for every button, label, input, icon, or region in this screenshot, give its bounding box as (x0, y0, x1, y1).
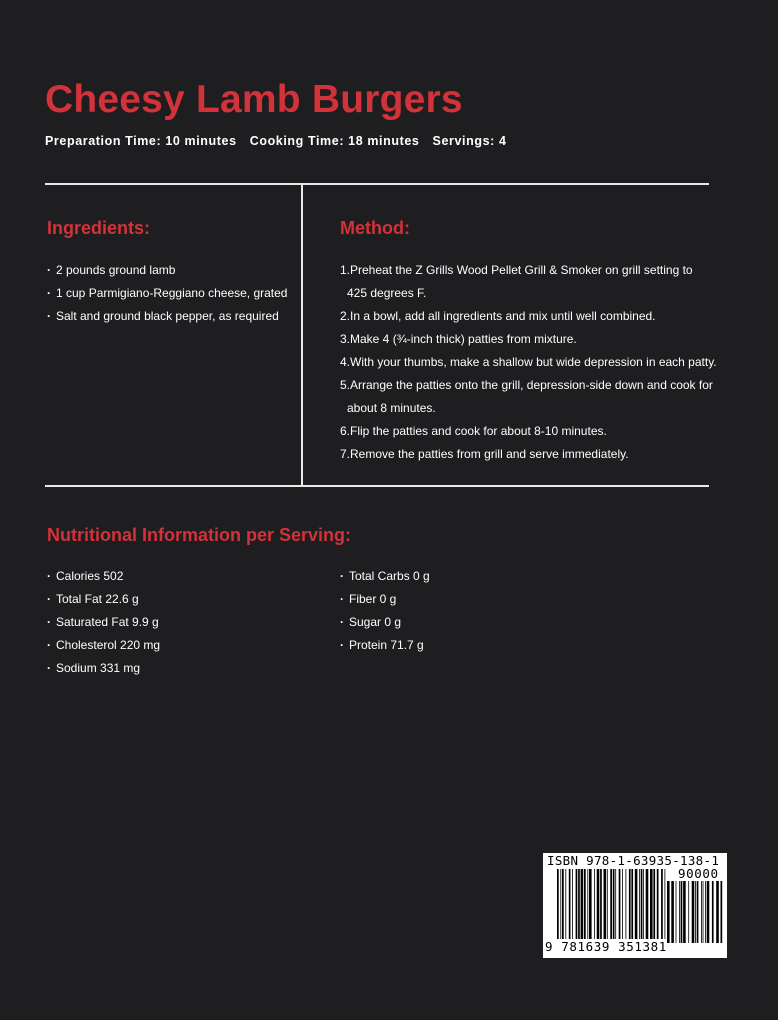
recipe-title: Cheesy Lamb Burgers (45, 78, 463, 121)
price-code: 90000 (678, 866, 719, 881)
isbn-number: ISBN 978-1-63935-138-1 (547, 853, 720, 868)
ingredients-heading: Ingredients: (47, 218, 151, 238)
method-step: 2.In a bowl, add all ingredients and mix until well combined. (340, 309, 656, 323)
method-step: 6.Flip the patties and cook for about 8-10 minutes. (340, 424, 607, 438)
nutrition-heading: Nutritional Information per Serving: (47, 525, 352, 545)
nutrition-item: · Saturated Fat 9.9 g (47, 615, 159, 629)
method-step: 1.Preheat the Z Grills Wood Pellet Grill & Smoker on grill setting to 425 degrees F. (340, 263, 693, 300)
price-barcode-bars-icon (667, 881, 723, 943)
nutrition-list-right (340, 568, 430, 660)
isbn-barcode (543, 853, 727, 958)
recipe-meta (45, 134, 516, 148)
servings: Servings: 4 (432, 134, 507, 148)
prep-time: Preparation Time: 10 minutes (45, 134, 237, 148)
bottom-divider (45, 485, 709, 487)
nutrition-item: · Fiber 0 g (340, 592, 397, 606)
method-step: 7.Remove the patties from grill and serve immediately. (340, 447, 629, 461)
ean-number: 9 781639 351381 (545, 939, 667, 954)
method-steps (340, 262, 730, 469)
column-divider (301, 183, 303, 486)
top-divider (45, 183, 709, 185)
method-heading: Method: (340, 218, 410, 238)
method-step: 5.Arrange the patties onto the grill, depression-side down and cook for about 8 minutes. (340, 378, 713, 415)
ingredient-item: · 1 cup Parmigiano-Reggiano cheese, grated (47, 286, 288, 300)
method-step: 3.Make 4 (¾-inch thick) patties from mixture. (340, 332, 577, 346)
nutrition-item: · Total Fat 22.6 g (47, 592, 139, 606)
ingredient-item: · 2 pounds ground lamb (47, 263, 176, 277)
nutrition-item: · Protein 71.7 g (340, 638, 424, 652)
method-step: 4.With your thumbs, make a shallow but wide depression in each patty. (340, 355, 717, 369)
nutrition-item: · Sugar 0 g (340, 615, 402, 629)
barcode-bars-icon (557, 869, 666, 943)
cook-time: Cooking Time: 18 minutes (249, 134, 420, 148)
nutrition-item: · Cholesterol 220 mg (47, 638, 161, 652)
nutrition-item: · Total Carbs 0 g (340, 569, 430, 583)
ingredient-item: · Salt and ground black pepper, as required (47, 309, 279, 323)
nutrition-item: · Calories 502 (47, 569, 124, 583)
ingredients-list (47, 262, 287, 331)
nutrition-item: · Sodium 331 mg (47, 661, 141, 675)
nutrition-list-left (47, 568, 160, 683)
